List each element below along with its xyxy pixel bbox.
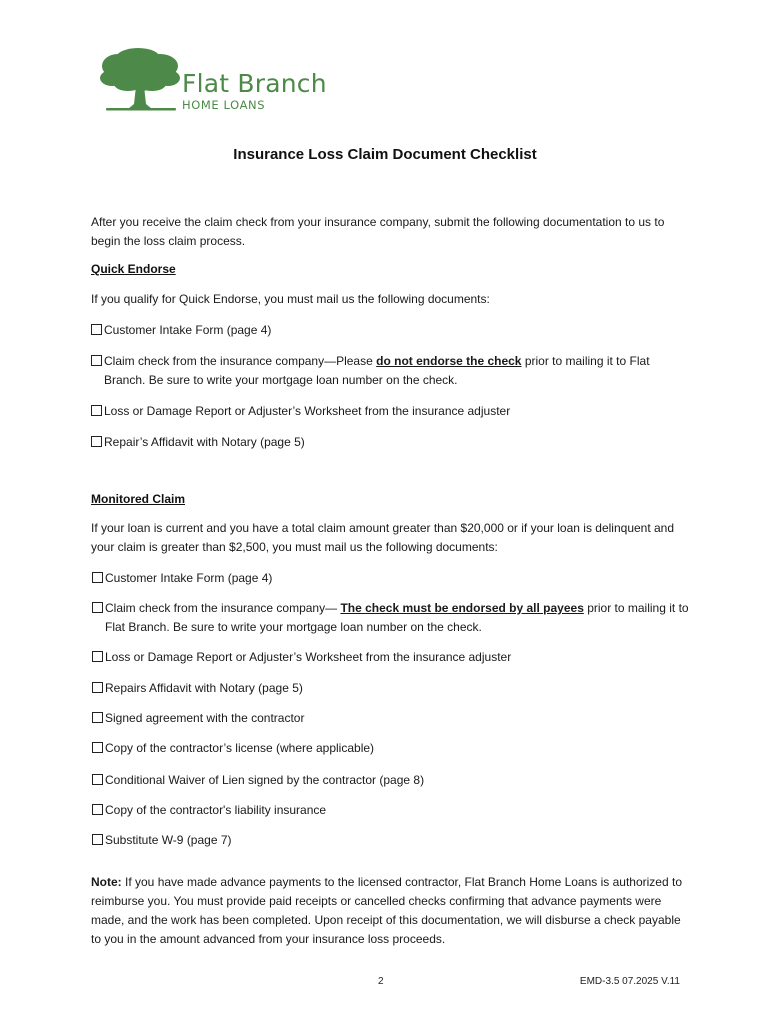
endorse-warning: do not endorse the check	[376, 354, 522, 368]
page-number: 2	[378, 976, 384, 987]
checkbox[interactable]	[92, 651, 103, 662]
oak-tree-icon	[98, 46, 182, 114]
checklist-item-label: Claim check from the insurance company—Please do not endorse the check prior to mailing it to Flat Branch. Be sure to write your mortgage loan number on the check.	[104, 354, 650, 387]
checklist-item[interactable]	[92, 801, 692, 820]
quick-endorse-heading: Quick Endorse	[91, 262, 176, 276]
checkbox[interactable]	[92, 572, 103, 583]
checklist-item[interactable]	[92, 709, 692, 728]
checklist-item-label: Conditional Waiver of Lien signed by the contractor (page 8)	[105, 773, 425, 787]
checkbox[interactable]	[92, 682, 103, 693]
checklist-item[interactable]	[92, 599, 692, 637]
checkbox[interactable]	[92, 774, 103, 785]
checklist-item-label: Customer Intake Form (page 4)	[104, 323, 272, 337]
note-label: Note:	[91, 875, 122, 889]
checklist-item-label: Repair’s Affidavit with Notary (page 5)	[104, 435, 305, 449]
quick-endorse-lead: If you qualify for Quick Endorse, you must mail us the following documents:	[91, 292, 490, 306]
checkbox[interactable]	[91, 324, 102, 335]
document-title: Insurance Loss Claim Document Checklist	[233, 146, 537, 163]
checklist-item-label: Signed agreement with the contractor	[105, 711, 305, 725]
checklist-item[interactable]	[91, 402, 691, 421]
logo-subtitle: HOME LOANS	[182, 98, 266, 112]
logo-brand: Flat Branch	[182, 69, 327, 98]
checklist-item-label: Customer Intake Form (page 4)	[105, 571, 273, 585]
checklist-item[interactable]	[92, 831, 692, 850]
checkbox[interactable]	[92, 834, 103, 845]
form-code: EMD-3.5 07.2025 V.11	[579, 976, 680, 987]
checkbox[interactable]	[92, 742, 103, 753]
checkbox[interactable]	[91, 355, 102, 366]
checklist-item[interactable]	[92, 569, 692, 588]
checklist-item[interactable]	[91, 433, 691, 452]
checklist-item[interactable]	[92, 771, 692, 790]
checklist-item[interactable]	[92, 739, 692, 758]
checklist-item-label: Copy of the contractor's liability insurance	[105, 803, 327, 817]
checklist-item-label: Substitute W-9 (page 7)	[105, 833, 232, 847]
checkbox[interactable]	[92, 804, 103, 815]
checklist-item[interactable]	[92, 679, 692, 698]
checklist-item-label: Copy of the contractor’s license (where applicable)	[105, 741, 375, 755]
checkbox[interactable]	[91, 436, 102, 447]
checklist-item-label: Loss or Damage Report or Adjuster’s Worksheet from the insurance adjuster	[105, 650, 512, 664]
checkbox[interactable]	[92, 712, 103, 723]
checklist-item-label: Claim check from the insurance company— The check must be endorsed by all payees prior to mailing it to Flat Branch. Be sure to write your mortgage loan number on the check.	[105, 601, 689, 634]
intro-paragraph: After you receive the claim check from your insurance company, submit the following documentation to us to begin the loss claim process.	[91, 215, 665, 248]
company-logo	[98, 46, 338, 114]
checklist-item-label: Repairs Affidavit with Notary (page 5)	[105, 681, 303, 695]
checkbox[interactable]	[91, 405, 102, 416]
checklist-item-label: Loss or Damage Report or Adjuster’s Worksheet from the insurance adjuster	[104, 404, 511, 418]
note-paragraph	[91, 873, 691, 949]
monitored-claim-lead: If your loan is current and you have a total claim amount greater than $20,000 or if your loan is delinquent and your claim is greater than $2,500, you must mail us the following documents:	[91, 521, 675, 554]
checkbox[interactable]	[92, 602, 103, 613]
monitored-claim-heading: Monitored Claim	[91, 492, 186, 506]
note-text: If you have made advance payments to the licensed contractor, Flat Branch Home Loans is authorized to reimburse you. You must provide paid receipts or cancelled checks confirming that advance payments were made, and the work has been completed. Upon receipt of this documentation, we will disburse a check payable to you in the amount advanced from your insurance loss proceeds.	[91, 875, 682, 946]
endorse-warning: The check must be endorsed by all payees	[340, 601, 584, 615]
checklist-item[interactable]	[91, 321, 691, 340]
checklist-item[interactable]	[92, 648, 692, 667]
checklist-item[interactable]	[91, 352, 691, 390]
